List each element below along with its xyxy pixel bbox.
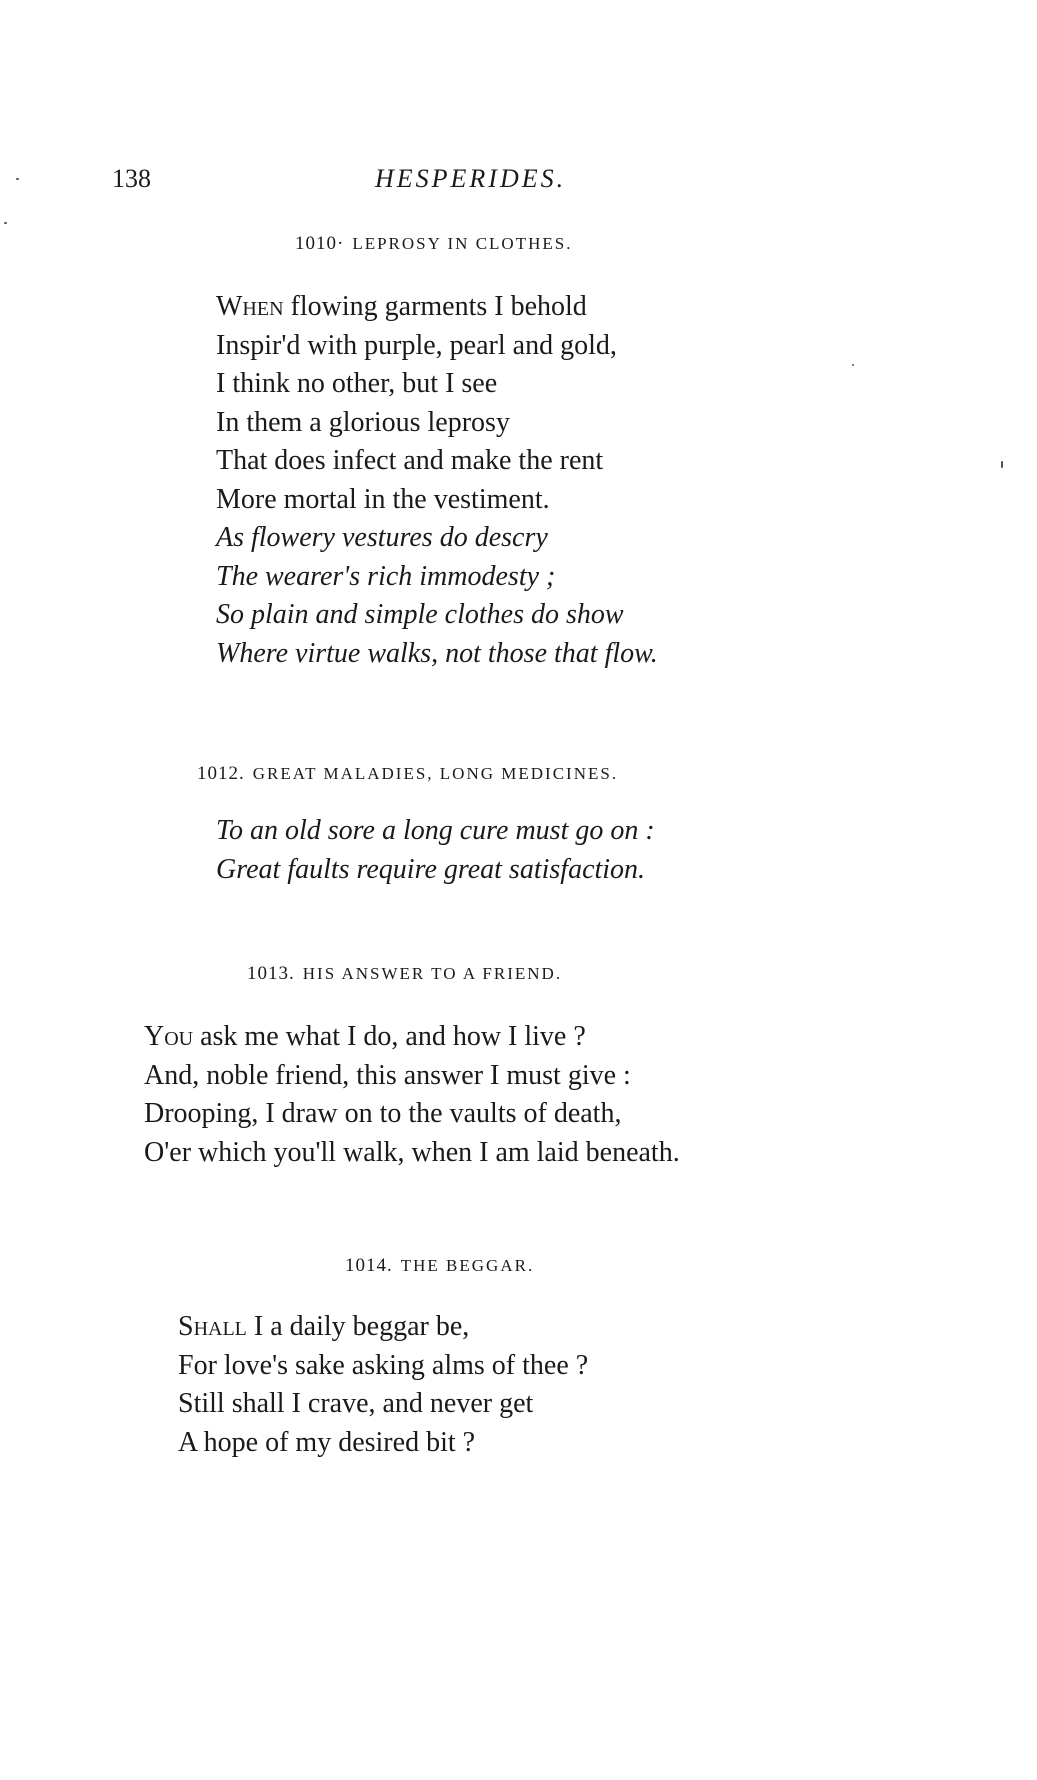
scan-speck [1001,461,1003,468]
poem-line: So plain and simple clothes do show [216,599,624,630]
poem-line: And, noble friend, this answer I must give : [144,1059,631,1091]
poem-line: Where virtue walks, not those that flow. [216,637,658,669]
poem-title: HIS ANSWER TO A FRIEND. [302,964,563,983]
scan-speck [852,364,854,366]
poem-heading-1012 [197,763,618,785]
poem-title: THE BEGGAR. [400,1256,535,1275]
poem-heading-1013 [247,963,562,985]
running-head [0,160,1037,200]
scan-speck [4,222,7,224]
poem-line: The wearer's rich immodesty ; [216,560,556,592]
poem-line: When flowing garments I behold [216,291,587,322]
scan-speck [16,178,19,180]
poem-body-1010 [216,288,658,673]
poem-heading-1014 [345,1255,534,1277]
poem-line: Still shall I crave, and never get [178,1388,534,1419]
poem-line: You ask me what I do, and how I live ? [144,1021,586,1052]
poem-title: LEPROSY IN CLOTHES. [352,234,573,253]
opening-word: When [216,291,284,322]
poem-line: Great faults require great satisfaction. [216,853,646,885]
poem-body-1013 [144,1018,680,1172]
poem-title: GREAT MALADIES, LONG MEDICINES. [252,764,619,783]
poem-line: Drooping, I draw on to the vaults of death, [144,1098,622,1129]
poem-line: For love's sake asking alms of thee ? [178,1349,589,1381]
poem-body-1014 [178,1308,588,1462]
poem-line: More mortal in the vestiment. [216,483,550,515]
opening-word: You [144,1021,194,1052]
poem-line: In them a glorious leprosy [216,406,510,438]
opening-word: Shall [178,1311,247,1342]
poem-body-1012 [216,812,655,889]
poem-line: To an old sore a long cure must go on : [216,815,655,846]
poem-line: Inspir'd with purple, pearl and gold, [216,329,617,361]
book-title: HESPERIDES. [375,164,567,193]
poem-line: As flowery vestures do descry [216,522,548,553]
poem-number: 1014. [345,1255,393,1276]
page-number: 138 [112,164,151,193]
poem-line: A hope of my desired bit ? [178,1426,476,1458]
poem-line: Shall I a daily beggar be, [178,1311,470,1342]
poem-line: I think no other, but I see [216,368,498,399]
poem-heading-1010 [295,233,572,255]
poem-number: 1012. [197,763,245,784]
poem-line: That does infect and make the rent [216,445,604,476]
poem-line: O'er which you'll walk, when I am laid beneath. [144,1136,680,1168]
poem-number: 1013. [247,963,295,984]
poem-number: 1010· [295,233,345,254]
